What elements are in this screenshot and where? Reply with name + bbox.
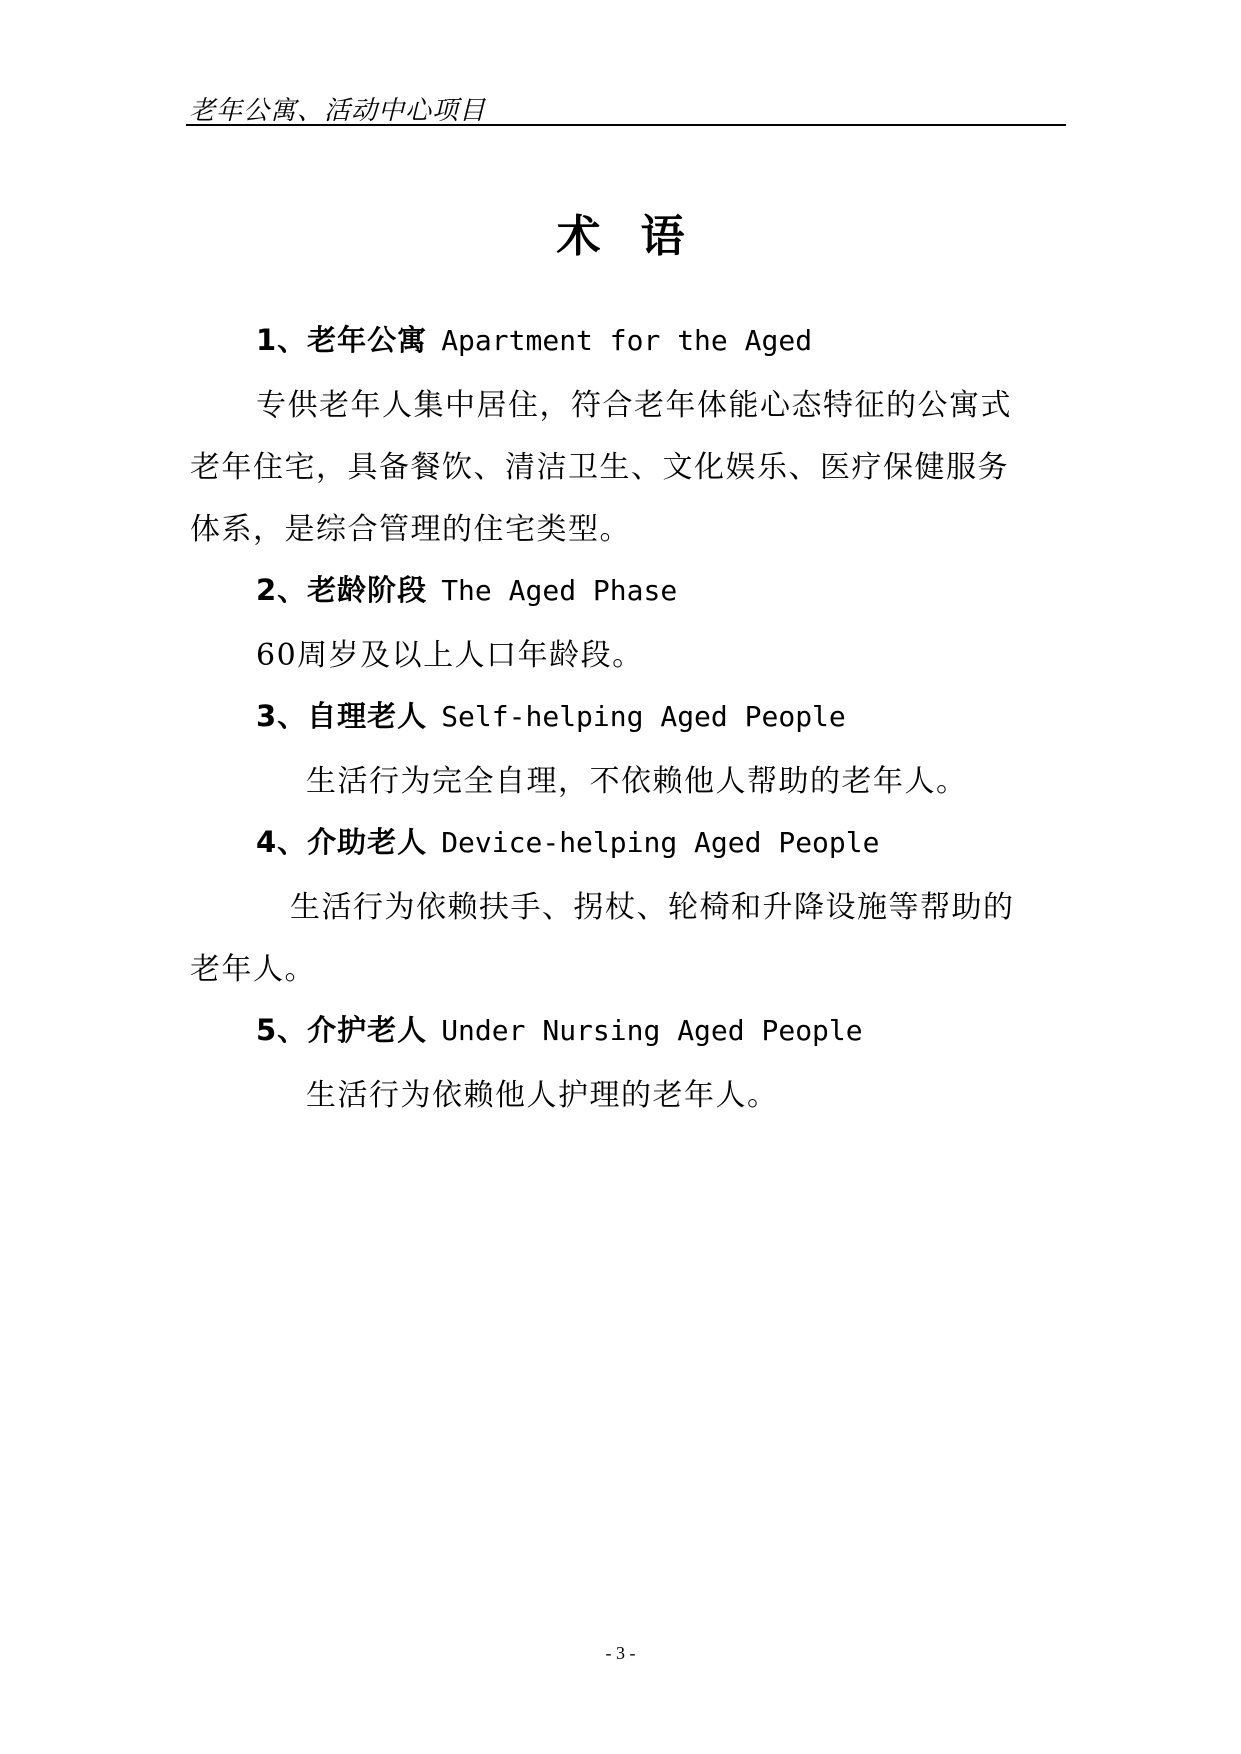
term-definition-line: 老年人。	[190, 952, 316, 987]
term-english: Apartment for the Aged	[441, 324, 813, 357]
term-heading-1	[256, 318, 812, 359]
page-title: 术语	[556, 211, 725, 262]
term-heading-4	[256, 820, 879, 861]
page-header	[186, 86, 1066, 126]
term-number-title: 3、自理老人	[256, 699, 428, 733]
term-definition-line: 专供老年人集中居住，符合老年体能心态特征的公寓式	[256, 388, 1012, 423]
term-heading-5	[256, 1008, 863, 1049]
page-number: - 3 -	[605, 1643, 636, 1663]
term-english: Self-helping Aged People	[441, 700, 846, 733]
term-english: Device-helping Aged People	[441, 826, 880, 859]
term-english: Under Nursing Aged People	[441, 1014, 863, 1047]
term-number-title: 1、老年公寓	[256, 323, 428, 357]
term-heading-3	[256, 694, 846, 735]
term-definition-line: 老年住宅，具备餐饮、清洁卫生、文化娱乐、医疗保健服务	[190, 450, 1009, 485]
term-number-title: 5、介护老人	[256, 1013, 428, 1047]
term-number-title: 2、老龄阶段	[256, 573, 428, 607]
term-english: The Aged Phase	[441, 574, 678, 607]
term-number-title: 4、介助老人	[256, 825, 428, 859]
term-definition-line: 60周岁及以上人口年龄段。	[256, 638, 644, 673]
term-definition-line: 生活行为依赖扶手、拐杖、轮椅和升降设施等帮助的	[290, 890, 1015, 925]
term-definition-line: 生活行为完全自理，不依赖他人帮助的老年人。	[306, 764, 968, 799]
term-definition-line: 体系，是综合管理的住宅类型。	[190, 512, 631, 547]
header-title: 老年公寓、活动中心项目	[189, 96, 487, 126]
term-definition-line: 生活行为依赖他人护理的老年人。	[306, 1078, 779, 1113]
term-heading-2	[256, 568, 677, 609]
